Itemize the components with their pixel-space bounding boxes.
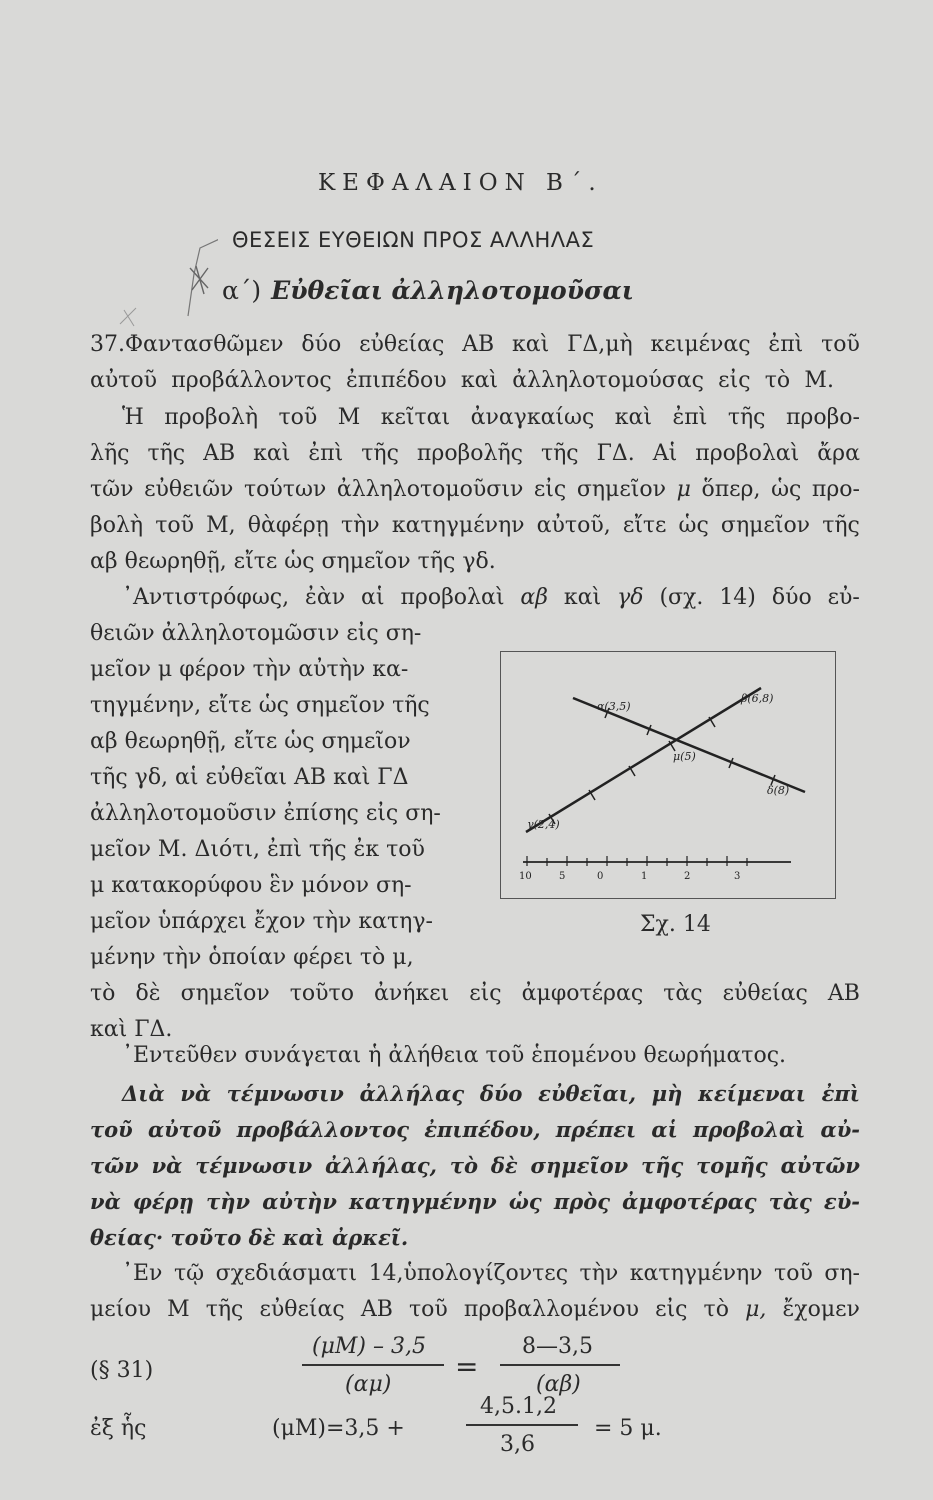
- p1-line-3: Ἡ προβολὴ τοῦ Μ κεῖται ἀναγκαίως καὶ ἐπὶ τῆς προβο-: [122, 405, 860, 430]
- p1-line-5: τῶν εὐθειῶν τούτων ἀλληλοτομοῦσιν εἰς σημεῖον μ ὅπερ, ὡς προ-: [90, 477, 860, 502]
- p4-line-1: ᾿Εν τῷ σχεδιάσματι 14,ὑπολογίζοντες τὴν κατηγμένην τοῦ ση-: [122, 1261, 860, 1286]
- theorem-line-3: τῶν νὰ τέμνωσιν ἀλλήλας, τὸ δὲ σημεῖον τῆς τομῆς αὐτῶν: [90, 1153, 860, 1178]
- equation-1-lhs-denominator: (αμ): [345, 1372, 392, 1397]
- equation-1-rhs-denominator: (αβ): [536, 1372, 581, 1397]
- scale-tick-label: 0: [597, 871, 604, 882]
- p1-line-4: λῆς τῆς ΑΒ καὶ ἐπὶ τῆς προβολῆς τῆς ΓΔ. Αἱ προβολαὶ ἄρα: [90, 441, 860, 466]
- p2-wide-line: τὸ δὲ σημεῖον τοῦτο ἀνήκει εἰς ἀμφοτέρας τὰς εὐθείας ΑΒ: [90, 981, 860, 1006]
- p1-line-7: αβ θεωρηθῇ, εἴτε ὡς σημεῖον τῆς γδ.: [90, 549, 496, 574]
- equation-2-lhs: (μΜ)=3,5 +: [272, 1416, 405, 1441]
- p2-narrow-line-8: μ κατακορύφου ἓν μόνον ση-: [90, 873, 412, 898]
- scale-tick-label: 10: [519, 871, 532, 882]
- figure-caption: Σχ. 14: [640, 912, 711, 937]
- p2-narrow-line-7: μεῖον Μ. Διότι, ἐπὶ τῆς ἐκ τοῦ: [90, 837, 425, 862]
- scale-ticks: [527, 856, 747, 866]
- label-a: α(3,5): [597, 700, 631, 713]
- equation-2-numerator: 4,5.1,2: [480, 1394, 557, 1419]
- theorem-line-4: νὰ φέρῃ τὴν αὐτὴν κατηγμένην ὡς πρὸς ἀμφοτέρας τὰς εὐ-: [90, 1189, 860, 1214]
- p2-line-1: ᾿Αντιστρόφως, ἐὰν αἱ προβολαὶ αβ καὶ γδ (σχ. 14) δύο εὐ-: [122, 585, 860, 610]
- equation-1-equals: =: [455, 1350, 479, 1383]
- scale-tick-label: 3: [734, 871, 741, 882]
- equation-1-rhs-numerator: 8—3,5: [522, 1334, 593, 1359]
- pencil-mark-icon: [108, 228, 218, 348]
- figure-14-drawing: [501, 652, 835, 898]
- label-g: γ(2,4): [527, 818, 560, 831]
- scale-tick-label: 1: [641, 871, 648, 882]
- p2-narrow-line-5: τῆς γδ, αἱ εὐθεῖαι ΑΒ καὶ ΓΔ: [90, 765, 409, 790]
- equation-1-lhs-numerator: (μΜ) – 3,5: [312, 1334, 426, 1359]
- p2-narrow-line-10: μένην τὴν ὁποίαν φέρει τὸ μ,: [90, 945, 414, 970]
- label-m: μ(5): [673, 750, 696, 763]
- theorem-line-5: θείας· τοῦτο δὲ καὶ ἀρκεῖ.: [90, 1225, 409, 1250]
- section-title: Εὐθεῖαι ἀλληλοτομοῦσαι: [271, 276, 634, 305]
- theorem-line-1: Διὰ νὰ τέμνωσιν ἀλλήλας δύο εὐθεῖαι, μὴ κείμεναι ἐπὶ: [122, 1081, 860, 1106]
- scale-tick-label: 2: [684, 871, 691, 882]
- p2-narrow-line-2: μεῖον μ φέρον τὴν αὐτὴν κα-: [90, 657, 409, 682]
- figure-14: [500, 651, 836, 899]
- p4-line-2: μείου Μ τῆς εὐθείας ΑΒ τοῦ προβαλλομένου εἰς τὸ μ, ἔχομεν: [90, 1297, 860, 1322]
- theorem-line-2: τοῦ αὐτοῦ προβάλλοντος ἐπιπέδου, πρέπει αἱ προβολαὶ αὐ-: [90, 1117, 860, 1142]
- chapter-subtitle: ΘΕΣΕΙΣ ΕΥΘΕΙΩΝ ΠΡΟΣ ΑΛΛΗΛΑΣ: [232, 228, 595, 252]
- p2-narrow-line-9: μεῖον ὑπάρχει ἔχον τὴν κατηγ-: [90, 909, 433, 934]
- scale-tick-label: 5: [559, 871, 566, 882]
- p1-line-2: αὐτοῦ προβάλλοντος ἐπιπέδου καὶ ἀλληλοτομούσας εἰς τὸ Μ.: [90, 368, 834, 393]
- label-d: δ(8): [767, 784, 790, 797]
- p2-narrow-line-3: τηγμένην, εἴτε ὡς σημεῖον τῆς: [90, 693, 430, 718]
- p1-line-6: βολὴ τοῦ Μ, θὰφέρῃ τὴν κατηγμένην αὐτοῦ, εἴτε ὡς σημεῖον τῆς: [90, 513, 860, 538]
- p3-line: ᾿Εντεῦθεν συνάγεται ἡ ἀλήθεια τοῦ ἑπομένου θεωρήματος.: [122, 1043, 787, 1068]
- label-b: β(6,8): [741, 692, 774, 705]
- p2-last-line: καὶ ΓΔ.: [90, 1017, 173, 1042]
- equation-2-fraction-bar: [466, 1424, 578, 1426]
- equation-1-rhs-fraction-bar: [500, 1364, 620, 1366]
- equation-2-denominator: 3,6: [500, 1432, 535, 1457]
- section-label: α΄): [222, 276, 262, 305]
- p2-narrow-line-6: ἀλληλοτομοῦσιν ἐπίσης εἰς ση-: [90, 801, 441, 826]
- p2-narrow-line-1: θειῶν ἀλληλοτομῶσιν εἰς ση-: [90, 621, 422, 646]
- chapter-title: ΚΕΦΑΛΑΙΟΝ Β΄.: [318, 170, 603, 196]
- equation-2-result: = 5 μ.: [594, 1416, 662, 1441]
- equation-1-lhs-fraction-bar: [302, 1364, 444, 1366]
- equation-2-prefix: ἐξ ἧς: [90, 1416, 147, 1441]
- p1-line-1: 37.Φαντασθῶμεν δύο εὐθείας ΑΒ καὶ ΓΔ,μὴ κειμένας ἐπὶ τοῦ: [90, 332, 860, 357]
- section-heading: [222, 276, 634, 305]
- p2-narrow-line-4: αβ θεωρηθῇ, εἴτε ὡς σημεῖον: [90, 729, 411, 754]
- equation-1-ref: (§ 31): [90, 1358, 154, 1383]
